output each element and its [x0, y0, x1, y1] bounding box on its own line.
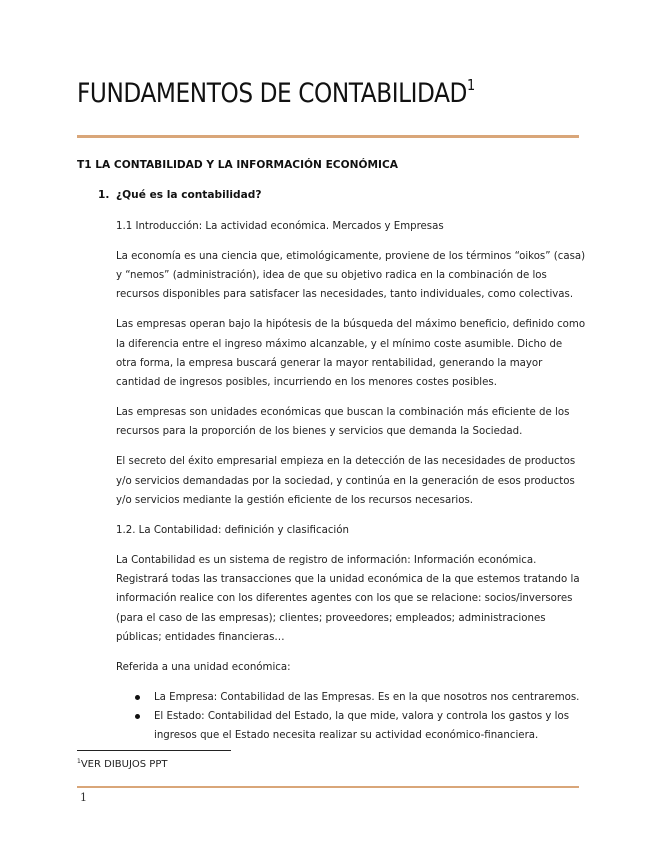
bullet-icon — [135, 714, 140, 719]
title-text: FUNDAMENTOS DE CONTABILIDAD — [77, 78, 467, 109]
question-number: 1. — [98, 189, 110, 201]
subsection-heading-2: 1.2. La Contabilidad: definición y clasificación — [116, 524, 349, 536]
list-item-text: La Empresa: Contabilidad de las Empresas. Es en la que nosotros nos centraremos. — [154, 691, 580, 703]
footnote-separator — [77, 750, 231, 751]
bullet-list — [116, 688, 586, 746]
paragraph: Las empresas son unidades económicas que buscan la combinación más eficiente de los recursos para la proporción de los bienes y servicios que demanda la Sociedad. — [116, 407, 570, 438]
footnote-mark: 1 — [77, 758, 81, 765]
bullet-icon — [135, 695, 140, 700]
paragraph: El secreto del éxito empresarial empieza en la detección de las necesidades de productos y/o servicios demandadas por la sociedad, y continúa en la generación de esos productos y/o servicios mediante la gestión eficiente de los recursos necesarios. — [116, 456, 576, 506]
section-heading: T1 LA CONTABILIDAD Y LA INFORMACIÓN ECONÓMICA — [77, 159, 398, 171]
footer-divider — [77, 786, 579, 788]
paragraph: La Contabilidad es un sistema de registro de información: Información económica. Registrará todas las transacciones que la unidad económica de la que estemos tratando la información realice con los diferentes agentes con los que se relacione: socios/inversores (para el caso de las empresas); clientes; proveedores; empleados; administraciones públicas; entidades financieras… — [116, 554, 580, 643]
list-item — [116, 707, 586, 746]
list-item-text: El Estado: Contabilidad del Estado, la que mide, valora y controla los gastos y los ingresos que el Estado necesita realizar su actividad económico-financiera. — [154, 710, 570, 742]
subsection-heading-1: 1.1 Introducción: La actividad económica. Mercados y Empresas — [116, 221, 444, 232]
title-divider — [77, 135, 579, 138]
page-number: 1 — [80, 791, 87, 804]
paragraph: La economía es una ciencia que, etimológicamente, proviene de los términos “oikos” (casa) y “nemos” (administración), idea de que su objetivo radica en la combinación de los recursos disponibles para satisfacer las necesidades, tanto individuales, como colectivas. — [116, 250, 586, 301]
list-item — [116, 688, 586, 707]
question-heading — [98, 189, 261, 201]
paragraph: Las empresas operan bajo la hipótesis de la búsqueda del máximo beneficio, definido como la diferencia entre el ingreso máximo alcanzable, y el mínimo coste asumible. Dicho de otra forma, la empresa buscará generar la mayor rentabilidad, generando la mayor cantidad de ingresos posibles, incurriendo en los menores costes posibles. — [116, 319, 586, 389]
document-body — [116, 217, 586, 746]
footnote-text: VER DIBUJOS PPT — [80, 759, 168, 770]
footnote — [77, 758, 167, 770]
title-footnote-mark[interactable]: 1 — [466, 76, 475, 94]
document-title — [77, 76, 475, 109]
paragraph: Referida a una unidad económica: — [116, 661, 291, 673]
question-text: ¿Qué es la contabilidad? — [116, 189, 262, 201]
